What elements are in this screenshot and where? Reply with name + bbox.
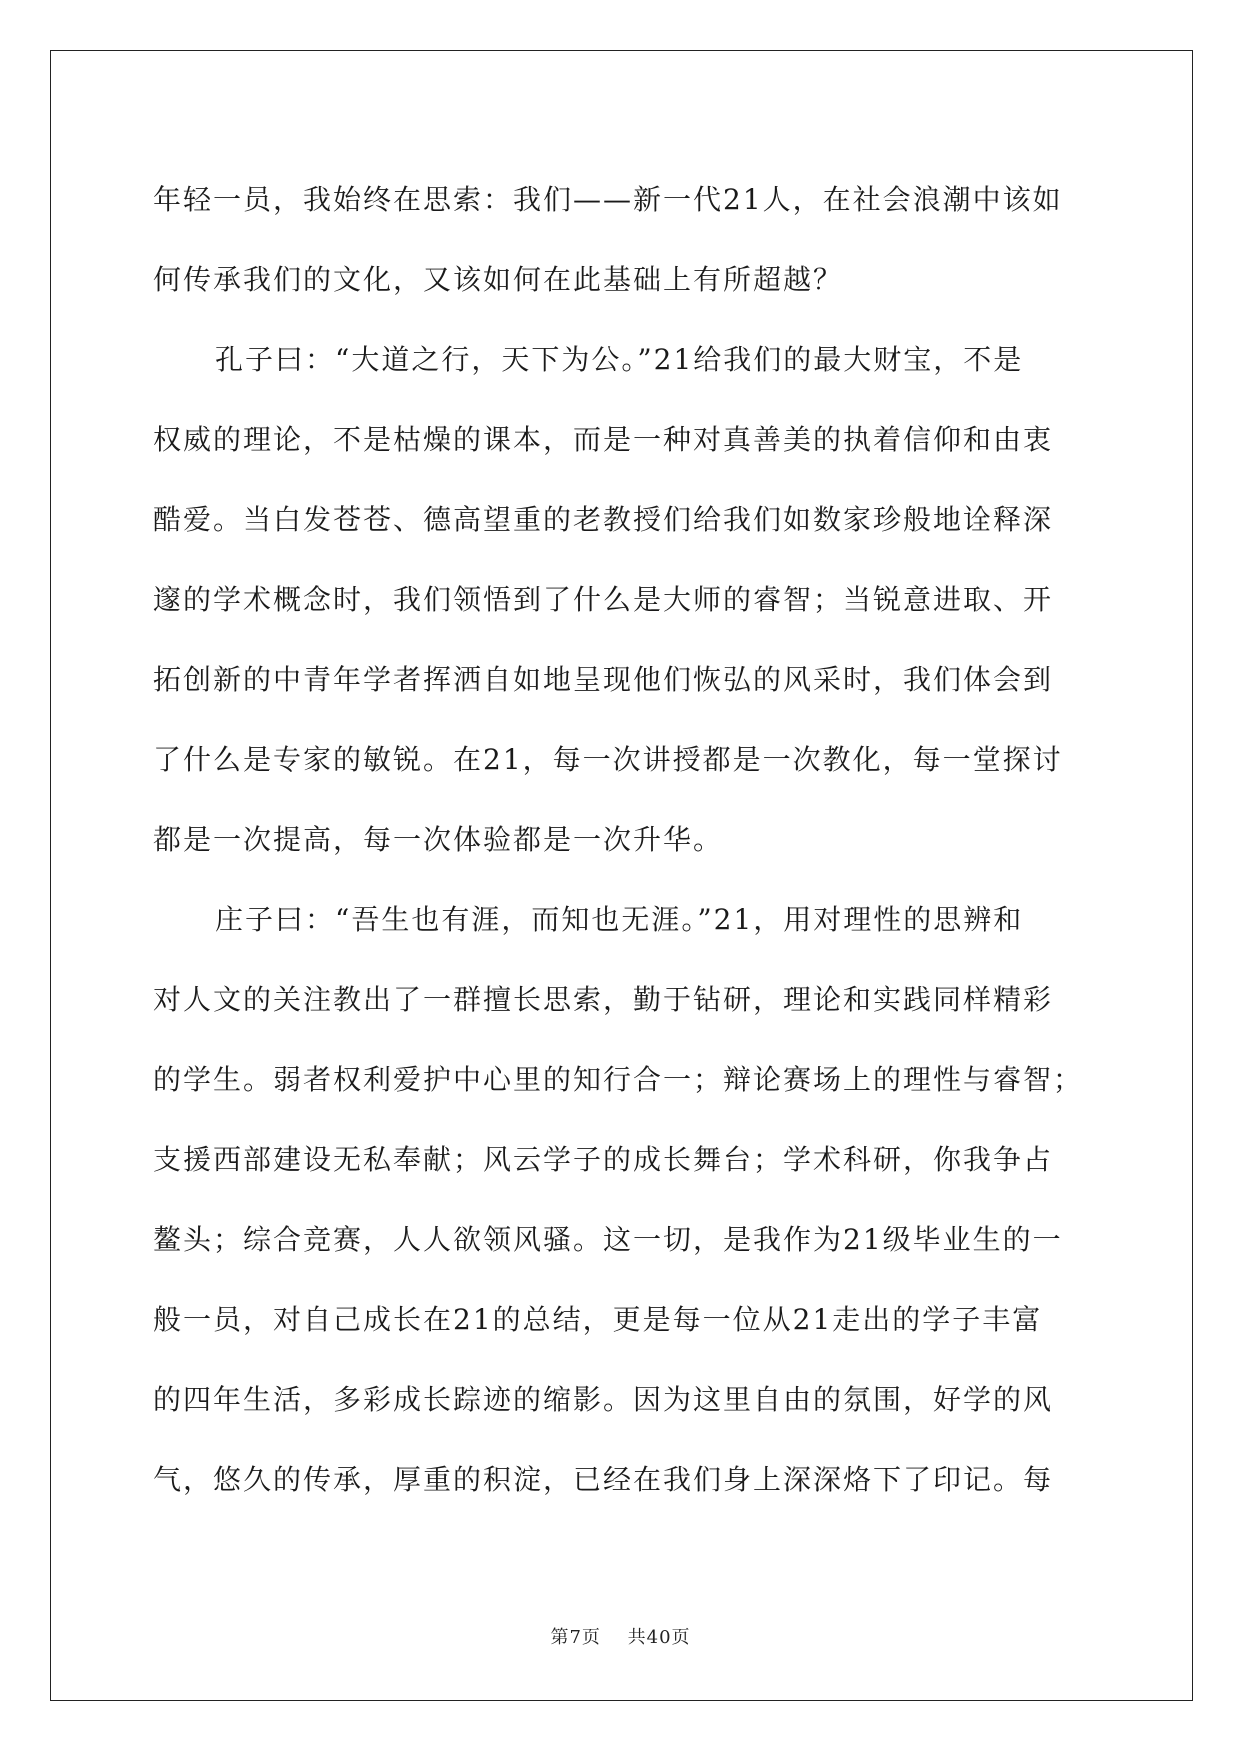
text-line: 权威的理论，不是枯燥的课本，而是一种对真善美的执着信仰和由衷 [153,423,1054,456]
text-line: 酷爱。当白发苍苍、德高望重的老教授们给我们如数家珍般地诠释深 [153,503,1054,536]
text-line: 鳌头；综合竞赛，人人欲领风骚。这一切，是我作为21级毕业生的一 [153,1223,1063,1256]
page-footer [0,1623,1241,1649]
page-number-current: 第7页 [550,1627,601,1648]
text-line: 对人文的关注教出了一群擅长思索，勤于钻研，理论和实践同样精彩 [153,983,1054,1016]
text-line: 年轻一员，我始终在思索：我们——新一代21人，在社会浪潮中该如 [153,183,1063,216]
text-line: 支援西部建设无私奉献；风云学子的成长舞台；学术科研，你我争占 [153,1143,1054,1176]
text-line: 都是一次提高，每一次体验都是一次升华。 [153,823,724,856]
text-line: 般一员，对自己成长在21的总结，更是每一位从21走出的学子丰富 [153,1303,1043,1336]
text-line: 的学生。弱者权利爱护中心里的知行合一；辩论赛场上的理性与睿智； [153,1063,1084,1096]
page-number-total: 共40页 [627,1627,691,1648]
text-line: 拓创新的中青年学者挥洒自如地呈现他们恢弘的风采时，我们体会到 [153,663,1054,696]
text-line: 孔子曰：“大道之行，天下为公。”21给我们的最大财宝，不是 [215,343,1024,376]
text-line: 气，悠久的传承，厚重的积淀，已经在我们身上深深烙下了印记。每 [153,1463,1054,1496]
text-line: 邃的学术概念时，我们领悟到了什么是大师的睿智；当锐意进取、开 [153,583,1054,616]
text-line: 的四年生活，多彩成长踪迹的缩影。因为这里自由的氛围，好学的风 [153,1383,1054,1416]
document-body [153,160,1093,1520]
text-line: 了什么是专家的敏锐。在21，每一次讲授都是一次教化，每一堂探讨 [153,743,1063,776]
text-line: 庄子曰：“吾生也有涯，而知也无涯。”21，用对理性的思辨和 [215,903,1024,936]
text-line: 何传承我们的文化，又该如何在此基础上有所超越？ [153,263,844,296]
